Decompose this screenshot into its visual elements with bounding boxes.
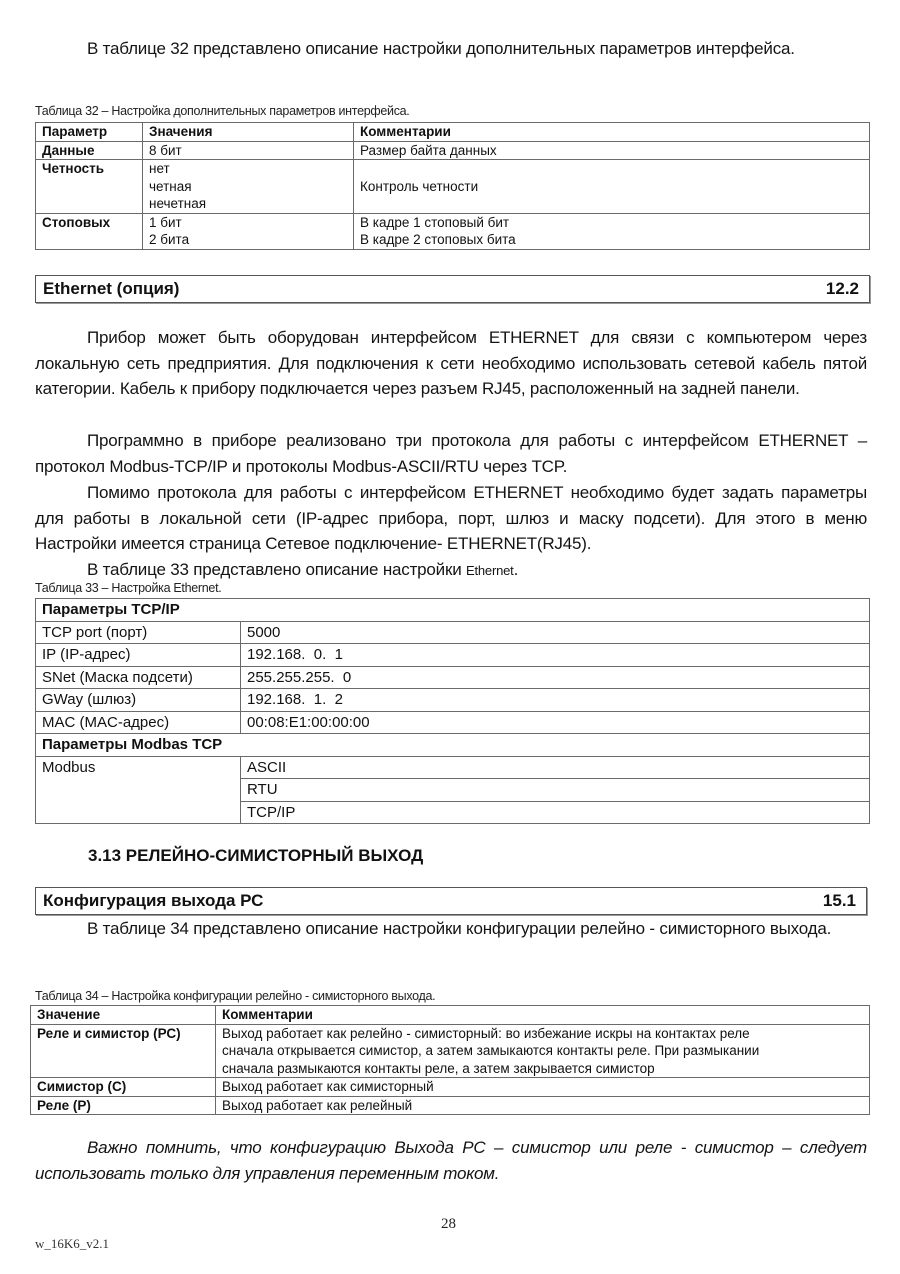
table32-header-comments: Комментарии bbox=[354, 123, 870, 142]
table33-param-name: MAC (MAC-адрес) bbox=[36, 711, 241, 734]
table32-header-param: Параметр bbox=[36, 123, 143, 142]
section-number: 15.1 bbox=[822, 891, 856, 910]
table32-value bbox=[143, 141, 354, 160]
table33 bbox=[35, 598, 870, 824]
table-row bbox=[36, 666, 870, 689]
table32-comment bbox=[354, 141, 870, 160]
comment-line: сначала открывается симистор, а затем замыкаются контакты реле. При размыкании bbox=[222, 1043, 760, 1058]
value-line: 1 бит bbox=[149, 214, 182, 230]
table33-group-header bbox=[36, 599, 870, 622]
comment-line: Выход работает как релейный bbox=[222, 1097, 413, 1113]
table33-caption: Таблица 33 – Настройка Ethernet. bbox=[35, 581, 222, 595]
table32-value bbox=[143, 213, 354, 249]
page-number: 28 bbox=[441, 1216, 456, 1232]
table32-comment bbox=[354, 160, 870, 214]
table33-group1-title: Параметры TCP/IP bbox=[36, 599, 870, 622]
table34-value: Симистор (С) bbox=[31, 1078, 216, 1097]
table33-param-name: GWay (шлюз) bbox=[36, 689, 241, 712]
table33-modbus-name: Modbus bbox=[36, 756, 241, 824]
intro33-text: В таблице 33 представлено описание настройки bbox=[87, 560, 467, 579]
table-row bbox=[36, 756, 870, 779]
ethernet-paragraph-1: Прибор может быть оборудован интерфейсом ETHERNET для связи с компьютером через локальную сеть предприятия. Для подключения к сети необходимо использовать сетевой кабель пятой категории. Кабель к прибору подключается через разъем RJ45, расположенный на задней панели. bbox=[35, 328, 868, 398]
value-line: нечетная bbox=[149, 196, 207, 211]
comment-line: Выход работает как симисторный bbox=[222, 1079, 434, 1094]
table33-param-name: SNet (Маска подсети) bbox=[36, 666, 241, 689]
table34-comment bbox=[216, 1024, 870, 1078]
table-row bbox=[36, 141, 870, 160]
section-title: Конфигурация выхода РС bbox=[43, 891, 264, 910]
table32-comment bbox=[354, 213, 870, 249]
section-heading-3-13: 3.13 РЕЛЕЙНО-СИМИСТОРНЫЙ ВЫХОД bbox=[88, 846, 424, 865]
value-line: 8 бит bbox=[149, 142, 182, 158]
section-title: Ethernet (опция) bbox=[43, 279, 180, 298]
table-row bbox=[36, 644, 870, 667]
table32-header-row bbox=[36, 123, 870, 142]
table32-param: Четность bbox=[36, 160, 143, 214]
table32-header-values: Значения bbox=[143, 123, 354, 142]
table32-param: Стоповых bbox=[36, 213, 143, 249]
section-header-ethernet bbox=[35, 275, 870, 303]
table33-group-header bbox=[36, 734, 870, 757]
value-line: четная bbox=[149, 178, 192, 194]
table-row bbox=[36, 621, 870, 644]
table34-caption: Таблица 34 – Настройка конфигурации релейно - симисторного выхода. bbox=[35, 989, 436, 1003]
section-number: 12.2 bbox=[825, 279, 859, 298]
table34-header-value: Значение bbox=[31, 1006, 216, 1025]
table33-param-value: 192.168. 1. 2 bbox=[241, 689, 870, 712]
comment-line: сначала размыкаются контакты реле, а затем закрывается симистор bbox=[222, 1060, 655, 1076]
table34-header-row bbox=[31, 1006, 870, 1025]
table33-param-name: TCP port (порт) bbox=[36, 621, 241, 644]
intro-paragraph-table33 bbox=[35, 557, 867, 584]
table33-param-value: 192.168. 0. 1 bbox=[241, 644, 870, 667]
value-line: нет bbox=[149, 161, 170, 176]
table33-param-value: 255.255.255. 0 bbox=[241, 666, 870, 689]
comment-line: Контроль четности bbox=[360, 178, 479, 194]
document-id: w_16K6_v2.1 bbox=[35, 1236, 110, 1251]
table-row bbox=[36, 160, 870, 214]
table34 bbox=[30, 1005, 870, 1115]
intro33-ethernet: Ethernet bbox=[466, 563, 514, 578]
table-row bbox=[31, 1078, 870, 1097]
ethernet-paragraph-2: Программно в приборе реализовано три протокола для работы с интерфейсом ETHERNET – протокол Modbus-TCP/IP и протоколы Modbus-ASCII/RTU через TCP. bbox=[35, 431, 867, 476]
intro-paragraph-table34: В таблице 34 представлено описание настройки конфигурации релейно - симисторного выхода. bbox=[87, 919, 832, 938]
table33-modbus-value: TCP/IP bbox=[241, 801, 870, 824]
table-row bbox=[31, 1096, 870, 1115]
table32 bbox=[35, 122, 870, 250]
table32-value bbox=[143, 160, 354, 214]
intro33-end: . bbox=[513, 560, 519, 579]
table-row bbox=[31, 1024, 870, 1078]
important-note: Важно помнить, что конфигурацию Выхода РС – симистор или реле - симистор – следует использовать только для управления переменным током. bbox=[35, 1138, 867, 1183]
table-row bbox=[36, 711, 870, 734]
ethernet-paragraph-3: Помимо протокола для работы с интерфейсом ETHERNET необходимо будет задать параметры для работы в локальной сети (IP-адрес прибора, порт, шлюз и маску подсети). Для этого в меню Настройки имеется страница Сетевое подключение- ETHERNET(RJ45). bbox=[35, 483, 867, 553]
value-line: 2 бита bbox=[149, 232, 190, 247]
comment-line: В кадре 2 стоповых бита bbox=[360, 232, 516, 247]
table34-value: Реле (Р) bbox=[31, 1096, 216, 1115]
table-row bbox=[36, 213, 870, 249]
table34-comment bbox=[216, 1078, 870, 1097]
table32-param: Данные bbox=[36, 141, 143, 160]
table34-header-comments: Комментарии bbox=[216, 1006, 870, 1025]
table33-modbus-value: ASCII bbox=[241, 756, 870, 779]
table33-modbus-value: RTU bbox=[241, 779, 870, 802]
comment-line: В кадре 1 стоповый бит bbox=[360, 214, 510, 230]
comment-line: Выход работает как релейно - симисторный: во избежание искры на контактах реле bbox=[222, 1025, 750, 1041]
table-row bbox=[36, 689, 870, 712]
table32-caption: Таблица 32 – Настройка дополнительных параметров интерфейса. bbox=[35, 104, 410, 118]
table33-group2-title: Параметры Modbas TCP bbox=[36, 734, 870, 757]
table33-param-name: IP (IP-адрес) bbox=[36, 644, 241, 667]
table34-comment bbox=[216, 1096, 870, 1115]
table34-value: Реле и симистор (РС) bbox=[31, 1024, 216, 1078]
comment-line: Размер байта данных bbox=[360, 142, 497, 158]
table33-param-value: 00:08:E1:00:00:00 bbox=[241, 711, 870, 734]
section-header-rs-config bbox=[35, 887, 867, 915]
table33-param-value: 5000 bbox=[241, 621, 870, 644]
intro-paragraph-table32: В таблице 32 представлено описание настройки дополнительных параметров интерфейса. bbox=[87, 39, 795, 58]
